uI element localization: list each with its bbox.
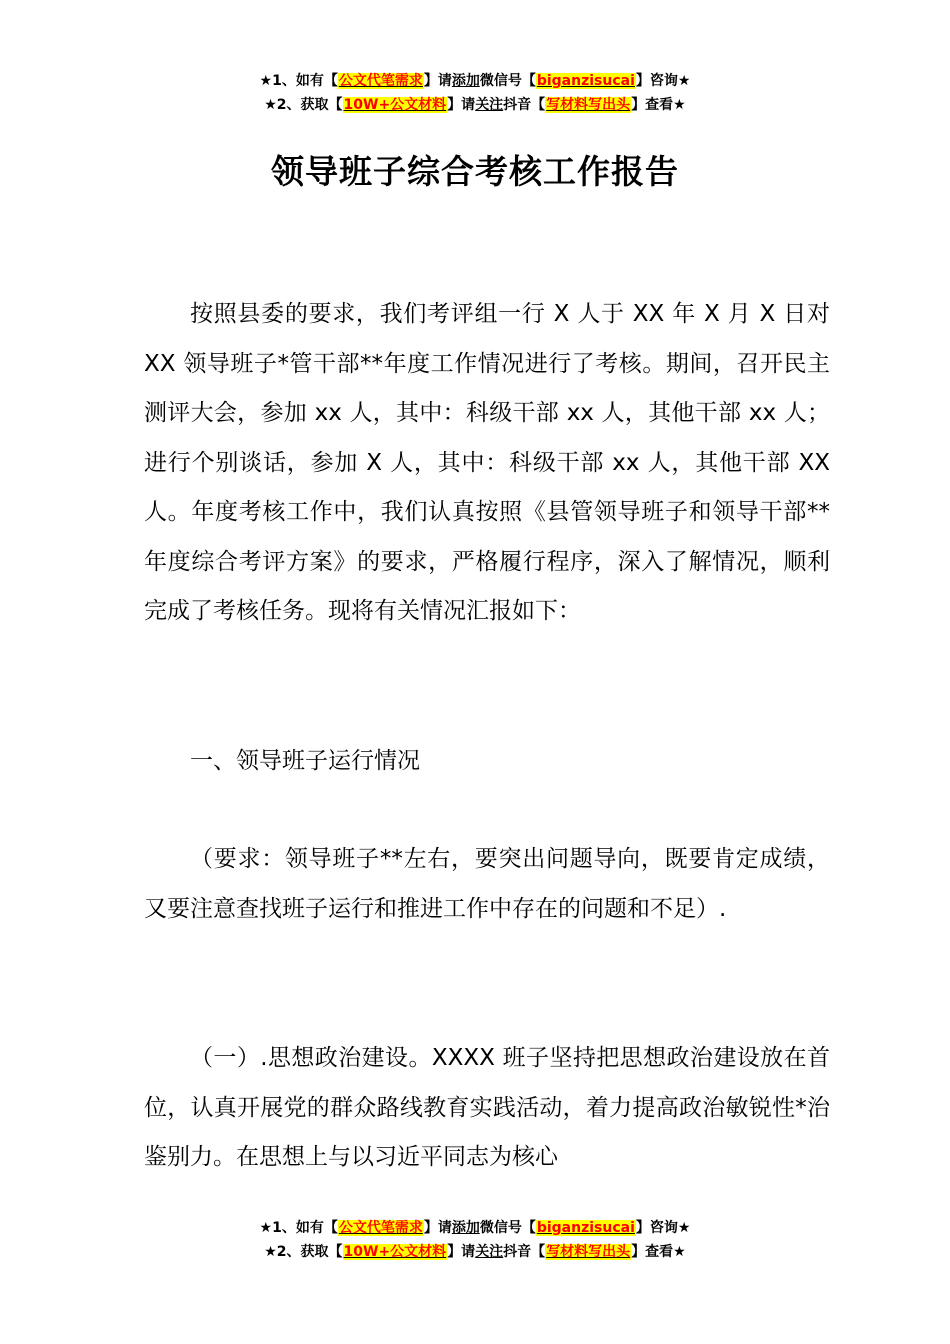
banner-underline: 关注: [475, 97, 504, 113]
banner-text: 】请: [447, 1244, 476, 1260]
banner-text: 】请: [447, 97, 476, 113]
banner-line-1: [0, 69, 950, 93]
banner-line-2: [0, 93, 950, 117]
banner-underline: 添加: [451, 1220, 480, 1236]
banner-text: 微信号【: [479, 1220, 536, 1236]
banner-text: 抖音【: [503, 1244, 546, 1260]
paragraph-intro: [144, 290, 830, 637]
banner-underline: 添加: [451, 73, 480, 89]
paragraph-text: （一）.思想政治建设。XXXX 班子坚持把思想政治建设放在首位，认真开展党的群众路线教育实践活动，着力提高政治敏锐性*治鉴别力。在思想上与以习近平同志为核心: [144, 1045, 830, 1170]
banner-text: 】咨询★: [635, 73, 691, 89]
banner-text: ★1、如有【: [259, 73, 338, 89]
banner-text: 微信号【: [479, 73, 536, 89]
banner-text: ★2、获取【: [264, 97, 343, 113]
banner-underline: 关注: [475, 1244, 504, 1260]
banner-highlight: 写材料写出头: [546, 1244, 631, 1260]
footer-banner: [0, 1216, 950, 1264]
banner-text: 】请: [423, 1220, 452, 1236]
paragraph-requirement: [144, 835, 830, 934]
document-title: 领导班子综合考核工作报告: [271, 152, 679, 191]
banner-highlight: 公文代笔需求: [338, 73, 423, 89]
banner-text: 抖音【: [503, 97, 546, 113]
header-banner: [0, 69, 950, 117]
section-heading: [144, 737, 830, 787]
banner-highlight: biganzisucai: [536, 1220, 635, 1236]
banner-highlight: 写材料写出头: [546, 97, 631, 113]
banner-text: 】查看★: [631, 97, 686, 113]
banner-text: 】咨询★: [635, 1220, 691, 1236]
paragraph-text: 按照县委的要求，我们考评组一行 X 人于 XX 年 X 月 X 日对 XX 领导班子*管干部**年度工作情况进行了考核。期间，召开民主测评大会，参加 xx 人，其中：科级干部 xx 人，其他干部 xx 人；进行个别谈话，参加 X 人，其中：科级干部 xx 人，其他干部 XX 人。年度考核工作中，我们认真按照《县管领导班子和领导干部**年度综合考评方案》的要求，严格履行程序，深入了解情况，顺利完成了考核任务。现将有关情况汇报如下：: [144, 301, 830, 624]
banner-text: ★1、如有【: [259, 1220, 338, 1236]
paragraph-text: （要求：领导班子**左右，要突出问题导向，既要肯定成绩，又要注意查找班子运行和推进工作中存在的问题和不足）.: [144, 846, 830, 922]
banner-highlight: biganzisucai: [536, 73, 635, 89]
banner-line-1: [0, 1216, 950, 1240]
banner-line-2: [0, 1240, 950, 1264]
banner-text: 】查看★: [631, 1244, 686, 1260]
banner-text: 】请: [423, 73, 452, 89]
heading-text: 一、领导班子运行情况: [190, 748, 420, 774]
banner-highlight: 10W+公文材料: [343, 1244, 447, 1260]
banner-text: ★2、获取【: [264, 1244, 343, 1260]
paragraph-political-construction: [144, 1034, 830, 1183]
banner-highlight: 10W+公文材料: [343, 97, 447, 113]
banner-highlight: 公文代笔需求: [338, 1220, 423, 1236]
